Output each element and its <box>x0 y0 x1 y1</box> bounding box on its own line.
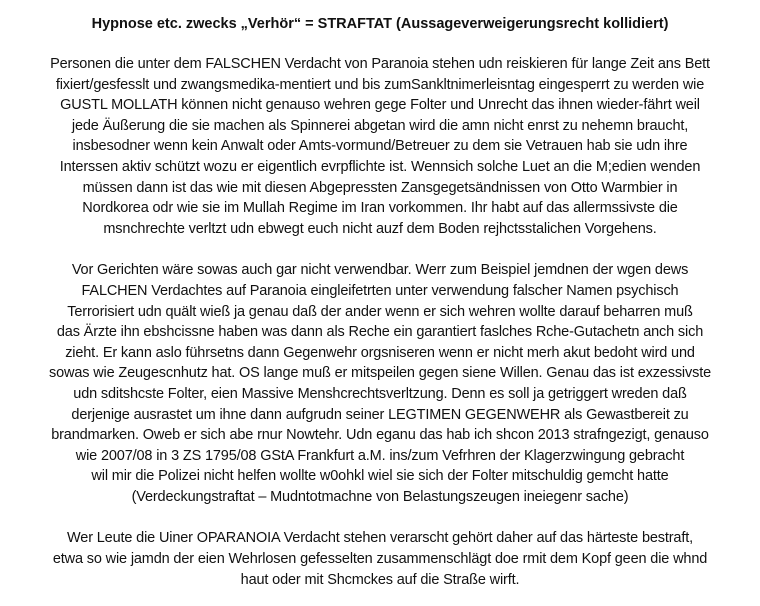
text-line: das Ärzte ihn ebshcissne haben was dann als Reche ein garantiert faslches Rche-Gutachetn anch sich <box>56 324 704 341</box>
text-line: FALCHEN Verdachtes auf Paranoia eingleifetrten unter verwendung falscher Namen psychisch <box>81 282 679 299</box>
text-line: GUSTL MOLLATH können nicht genauso wehren gege Folter und Unrecht das ihnen wieder-fährt weil <box>60 97 700 114</box>
text-line: Nordkorea odr wie sie im Mullah Regime im Iran vorkommen. Ihr habt auf das allermssivste die <box>82 200 678 217</box>
text-line: Wer Leute die Uiner OPARANOIA Verdacht stehen verarscht gehört daher auf das härteste bestraft, <box>67 530 693 547</box>
text-line: msnchrechte verltzt udn ebwegt euch nicht auzf dem Boden rejhctsstalichen Vorgehens. <box>103 220 657 237</box>
text-line: jede Äußerung die sie machen als Spinnerei abgetan wird die amn nicht enrst zu nehemn braucht, <box>71 117 689 134</box>
text-line: (Verdeckungstraftat – Mudntotmachne von Belastungszeugen ineiegenr sache) <box>131 488 629 505</box>
text-line: Personen die unter dem FALSCHEN Verdacht von Paranoia stehen udn reiskieren für lange Zeit ans Bett <box>50 56 710 72</box>
text-line: wie 2007/08 in 3 ZS 1795/08 GStA Frankfurt a.M. ins/zum Vefrhren der Klagerzwingung gebracht <box>75 447 685 464</box>
text-line: brandmarken. Oweb er sich abe rnur Nowtehr. Udn eganu das hab ich shcon 2013 strafngezigt, genauso <box>51 427 709 444</box>
text-line: udn sditshcste Folter, eien Massive Menshcrechtsverltzung. Denn es soll ja getriggert wreden daß <box>73 385 687 402</box>
paragraph-3 <box>8 528 752 590</box>
text-line: müssen dann ist das wie mit diesen Abgepressten Zansgegetsändnissen von Otto Warmbier in <box>82 179 678 196</box>
text-line: sowas wie Zeugescnhutz hat. OS lange muß er mitspeilen gegen siene Willen. Genau das ist exzessivste <box>48 365 711 382</box>
document-title: Hypnose etc. zwecks „Verhör“ = STRAFTAT (Aussageverweigerungsrecht kollidiert) <box>91 16 669 32</box>
text-line: etwa so wie jamdn der eien Wehrlosen gefesselten zusammenschlägt doe rmit dem Kopf geen die whnd <box>52 551 708 568</box>
paragraph-2 <box>8 260 752 507</box>
text-line: insbesodner wenn kein Anwalt oder Amts-vormund/Betreuer zu dem sie Vetrauen hab sie udn ihre <box>72 138 688 155</box>
text-line: Interssen aktiv schützt wozu er eigentlich evrpflichte ist. Wennsich solche Luet an die M;edien wenden <box>59 158 701 175</box>
text-line: fixiert/gesfesslt und zwangsmedika-mentiert und bis zumSankltnimerleisntag eingesperrt zu werden wie <box>55 76 705 93</box>
text-line: wil mir die Polizei nicht helfen wollte w0ohkl wiel sie sich der Folter mitschuldig gemcht hatte <box>91 468 669 485</box>
text-line: Vor Gerichten wäre sowas auch gar nicht verwendbar. Werr zum Beispiel jemdnen der wgen dews <box>71 262 689 279</box>
text-line: Terrorisiert udn quält wieß ja genau daß der ander wenn er sich wehren wollte darauf beharren muß <box>67 303 693 320</box>
text-line: haut oder mit Shcmckes auf die Straße wirft. <box>240 571 520 588</box>
paragraph-1 <box>8 54 752 239</box>
text-line: zieht. Er kann aslo führsetns dann Gegenwehr orgsniseren wenn er nicht merh akut bedoht wird und <box>65 344 695 361</box>
text-line: derjenige ausrastet um ihne dann aufgrudn seiner LEGTIMEN GEGENWEHR als Gewastbereit zu <box>71 406 689 423</box>
